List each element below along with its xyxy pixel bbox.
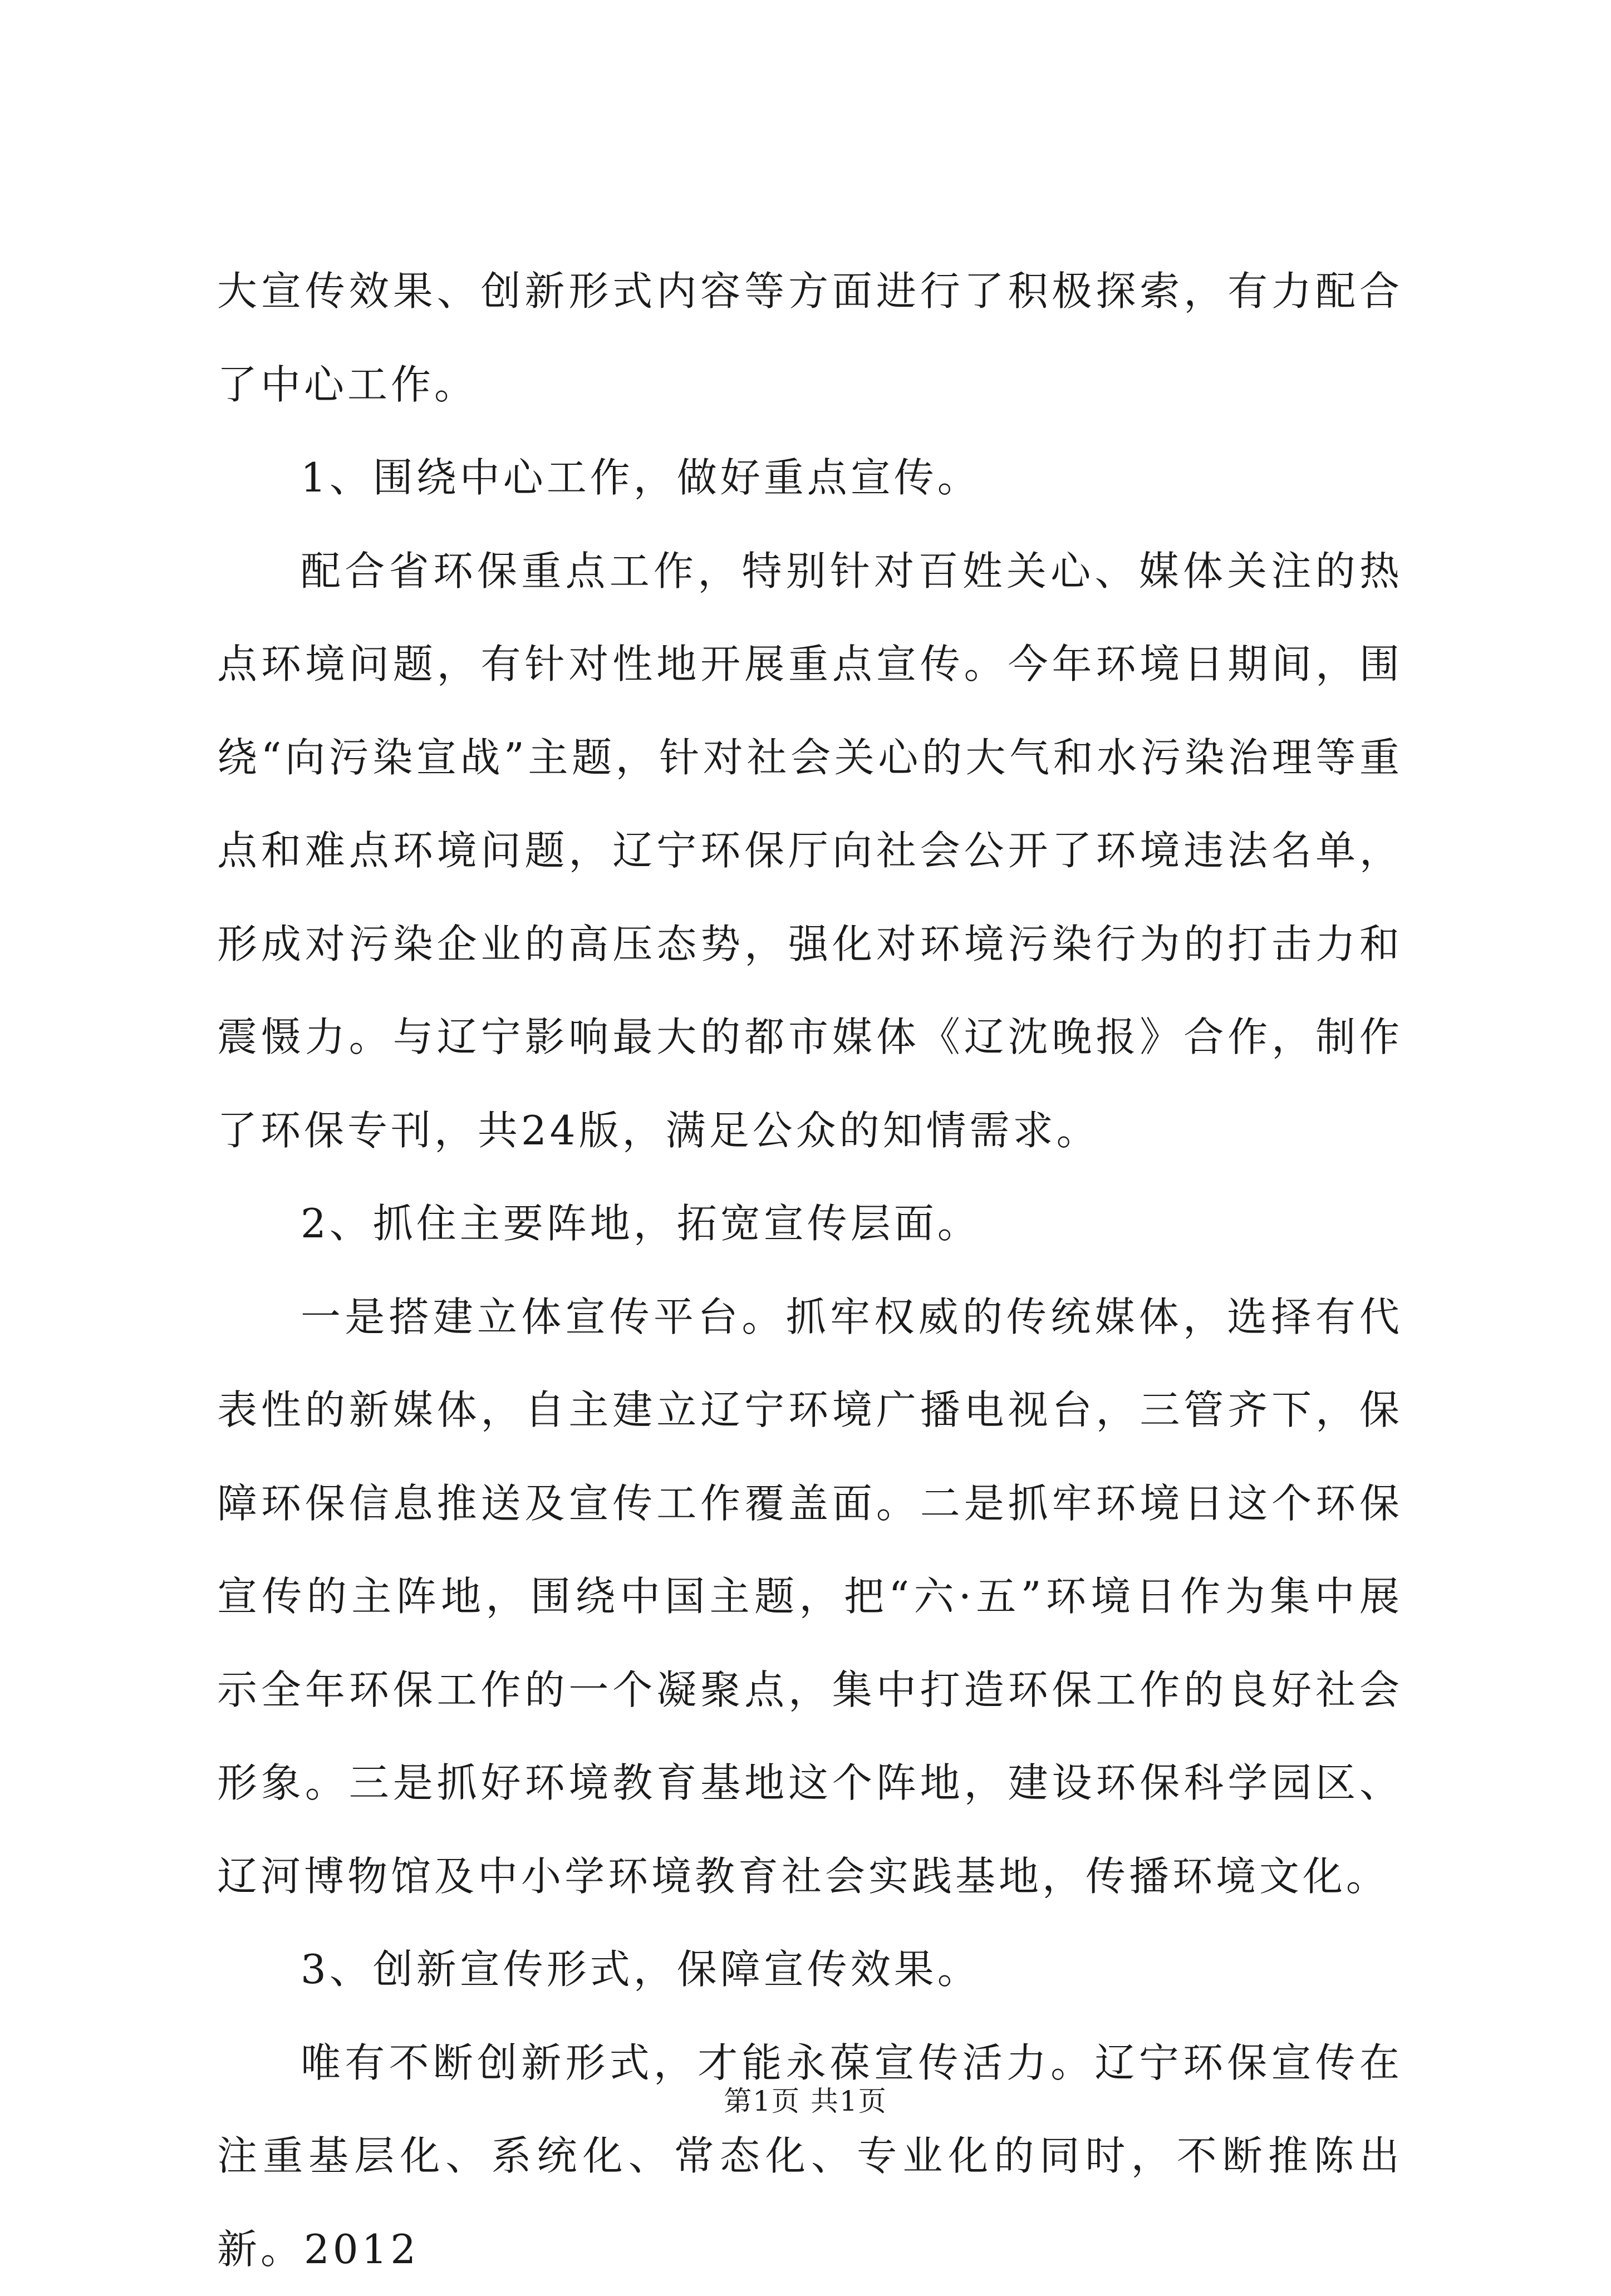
heading-1: 1、围绕中心工作，做好重点宣传。 bbox=[217, 431, 1403, 525]
heading-3: 3、创新宣传形式，保障宣传效果。 bbox=[217, 1923, 1403, 2017]
paragraph-1: 大宣传效果、创新形式内容等方面进行了积极探索，有力配合了中心工作。 bbox=[217, 245, 1403, 431]
heading-2: 2、抓住主要阵地，拓宽宣传层面。 bbox=[217, 1177, 1403, 1271]
paragraph-4: 唯有不断创新形式，才能永葆宣传活力。辽宁环保宣传在注重基层化、系统化、常态化、专业化的同时，不断推陈出新。2012 bbox=[217, 2017, 1403, 2296]
document-body bbox=[217, 245, 1403, 2296]
page-footer: 第1页 共1页 bbox=[0, 2082, 1611, 2121]
paragraph-2: 配合省环保重点工作，特别针对百姓关心、媒体关注的热点环境问题，有针对性地开展重点宣传。今年环境日期间，围绕“向污染宣战”主题，针对社会关心的大气和水污染治理等重点和难点环境问题，辽宁环保厅向社会公开了环境违法名单，形成对污染企业的高压态势，强化对环境污染行为的打击力和震慑力。与辽宁影响最大的都市媒体《辽沈晚报》合作，制作了环保专刊，共24版，满足公众的知情需求。 bbox=[217, 525, 1403, 1178]
paragraph-3: 一是搭建立体宣传平台。抓牢权威的传统媒体，选择有代表性的新媒体，自主建立辽宁环境广播电视台，三管齐下，保障环保信息推送及宣传工作覆盖面。二是抓牢环境日这个环保宣传的主阵地，围绕中国主题，把“六·五”环境日作为集中展示全年环保工作的一个凝聚点，集中打造环保工作的良好社会形象。三是抓好环境教育基地这个阵地，建设环保科学园区、辽河博物馆及中小学环境教育社会实践基地，传播环境文化。 bbox=[217, 1271, 1403, 1924]
